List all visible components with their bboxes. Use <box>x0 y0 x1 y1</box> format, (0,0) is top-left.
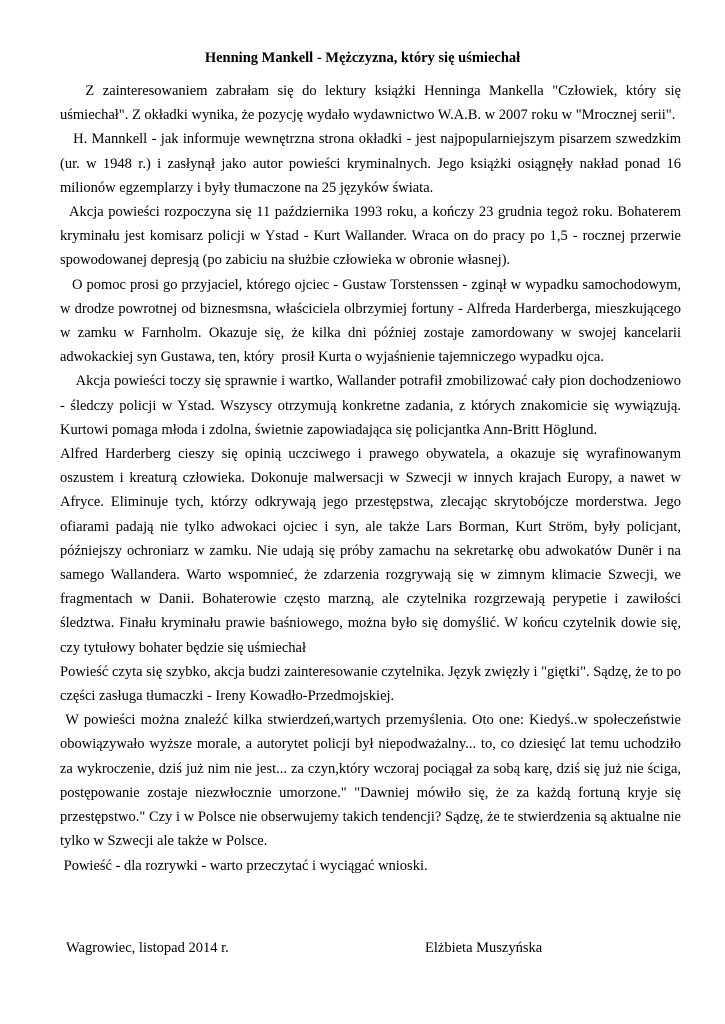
paragraph-conclusion: Powieść - dla rozrywki - warto przeczytać i wyciągać wnioski. <box>60 857 428 874</box>
paragraph-quotes: W powieści można znaleźć kilka stwierdzeń,wartych przemyślenia. Oto one: Kiedyś..w społeczeństwie obowiązywało wyższe morale, a autorytet policji był niepodważalny... to, co dziesięć lat temu uchodziło za wykroczenie, dziś już nim nie jest... za czyn,który wczoraj pociągał za sobą karę, dziś się już nie ściga, postępowanie zostaje niezwłocznie umorzone." "Dawniej mówiło się, że za każdą fortuną kryje się przestępstwo." Czy i w Polsce nie obserwujemy takich tendencji? Sądzę, że te stwierdzenia są aktualne nie tylko w Szwecji ale także w Polsce. <box>60 712 685 850</box>
author-name: Elżbieta Muszyńska <box>425 940 543 956</box>
document-title: Henning Mankell - Mężczyzna, który się uśmiechał <box>204 50 521 66</box>
paragraph-plot-start: Akcja powieści rozpoczyna się 11 października 1993 roku, a kończy 23 grudnia tegoż roku. Bohaterem kryminału jest komisarz policji w Ystad - Kurt Wallander. Wraca on do pracy po 1,5 - rocznej przerwie spowodowanej depresją (po zabiciu na służbie człowieka w obronie własnej). <box>60 204 685 269</box>
document-body <box>60 79 685 878</box>
paragraph-author-info: H. Mannkell - jak informuje wewnętrzna strona okładki - jest najpopularniejszym pisarzem szwedzkim (ur. w 1948 r.) i zasłynął jako autor powieści kryminalnych. Jego książki osiągnęły nakład ponad 16 milionów egzemplarzy i były tłumaczone na 25 języków świata. <box>60 131 685 196</box>
paragraph-language: Powieść czyta się szybko, akcja budzi zainteresowanie czytelnika. Język zwięzły i "giętki". Sądzę, że to po części zasługa tłumaczki - Ireny Kowadło-Przedmojskiej. <box>60 663 682 705</box>
paragraph-plot-friend: O pomoc prosi go przyjaciel, którego ojciec - Gustaw Torstenssen - zginął w wypadku samochodowym, w drodze powrotnej od biznesmsna, właściciela olbrzymiej fortuny - Alfreda Harderberga, mieszkującego w zamku w Farnholm. Okazuje się, że kilka dni później zostaje zamordowany w swojej kancelarii adwokackiej syn Gustawa, ten, który prosił Kurta o wyjaśnienie tajemniczego wypadku ojca. <box>60 276 685 366</box>
paragraph-harderberg: Alfred Harderberg cieszy się opinią uczciwego i prawego obywatela, a okazuje się wyrafinowanym oszustem i kreaturą człowieka. Dokonuje malwersacji w Szwecji w innych krajach Europy, a nawet w Afryce. Eliminuje tych, którzy odkrywają jego przestępstwa, zlecając skrytobójcze morderstwa. Jego ofiarami padają nie tylko adwokaci ojciec i syn, ale także Lars Borman, Kurt Ström, były policjant, późniejszy ochroniarz w zamku. Nie udają się próby zamachu na sekretarkę obu adwokatów Dunër i na samego Wallandera. Warto wspomnieć, że zdarzenia rozgrywają się w zimnym klimacie Szwecji, we fragmentach w Danii. Bohaterowie często marzną, ale czytelnika rozgrzewają perypetie i zawiłości śledztwa. Finału kryminału prawie baśniowego, można było się domyślić. W końcu czytelnik dowie się, czy tytułowy bohater będzie się uśmiechał <box>60 446 681 656</box>
place-date: Wagrowiec, listopad 2014 r. <box>66 940 229 956</box>
paragraph-investigation: Akcja powieści toczy się sprawnie i wartko, Wallander potrafił zmobilizować cały pion dochodzeniowo - śledczy policji w Ystad. Wszyscy otrzymują konkretne zadania, z których znakomicie się wywiązują. Kurtowi pomaga młoda i zdolna, świetnie zapowiadająca się policjantka Ann-Britt Höglund. <box>60 373 685 438</box>
paragraph-intro: Z zainteresowaniem zabrałam się do lektury książki Henninga Mankella "Człowiek, który się uśmiechał". Z okładki wynika, że pozycję wydało wydawnictwo W.A.B. w 2007 roku w "Mrocznej serii". <box>60 83 685 124</box>
